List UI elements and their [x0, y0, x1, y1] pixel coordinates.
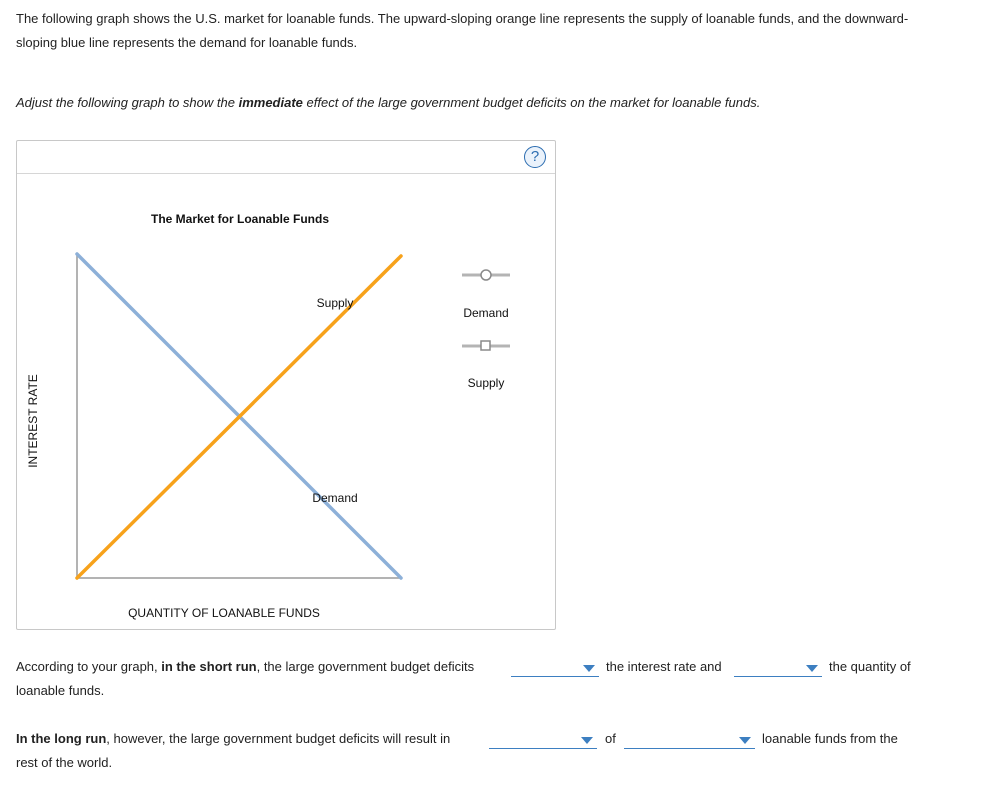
circle-marker-icon [481, 270, 491, 280]
intro-text: The following graph shows the U.S. market for loanable funds. The upward-sloping orange line represents the supply of loanable funds, and the downward-sloping blue line represents the demand for loanable funds. [16, 11, 909, 50]
q2-text-c: loanable funds from the [762, 731, 898, 746]
x-axis-label: QUANTITY OF LOANABLE FUNDS [128, 606, 320, 620]
instruction-before: Adjust the following graph to show the [16, 95, 239, 110]
graph-canvas[interactable] [17, 141, 557, 631]
q2-text [16, 727, 450, 751]
chevron-down-icon [581, 737, 593, 744]
q2-dropdown-2[interactable] [624, 732, 755, 749]
q2-text-a: , however, the large government budget deficits will result in [106, 731, 451, 746]
q2-dropdown-1[interactable] [489, 732, 597, 749]
help-icon[interactable]: ? [524, 146, 546, 168]
q1-text-d: the quantity of [829, 659, 911, 674]
q1-bold: in the short run [161, 659, 257, 674]
legend-supply-tool[interactable] [462, 341, 510, 390]
graph-title: The Market for Loanable Funds [150, 212, 330, 226]
y-axis-label: INTEREST RATE [26, 374, 40, 468]
instruction-after: effect of the large government budget deficits on the market for loanable funds. [302, 95, 761, 110]
demand-curve-label: Demand [312, 491, 358, 505]
instruction-text [16, 91, 760, 115]
q1-text [16, 655, 474, 679]
chevron-down-icon [583, 665, 595, 672]
q1-text-e: loanable funds. [16, 683, 105, 698]
legend-supply-label: Supply [467, 376, 505, 390]
legend-demand-label: Demand [463, 306, 509, 320]
square-marker-icon [481, 341, 490, 350]
instruction-bold: immediate [238, 95, 303, 110]
supply-curve-label: Supply [316, 296, 354, 310]
chevron-down-icon [739, 737, 751, 744]
graph-panel [16, 140, 556, 630]
chevron-down-icon [806, 665, 818, 672]
q2-text-d: rest of the world. [16, 755, 113, 770]
q1-text-c: the interest rate and [606, 659, 722, 674]
q1-text-a: According to your graph, [16, 659, 162, 674]
legend-demand-tool[interactable] [462, 270, 510, 320]
q2-text-b: of [605, 731, 616, 746]
q1-dropdown-2[interactable] [734, 660, 822, 677]
q2-bold: In the long run [16, 731, 107, 746]
q1-dropdown-1[interactable] [511, 660, 599, 677]
q1-text-b: , the large government budget deficits [256, 659, 475, 674]
